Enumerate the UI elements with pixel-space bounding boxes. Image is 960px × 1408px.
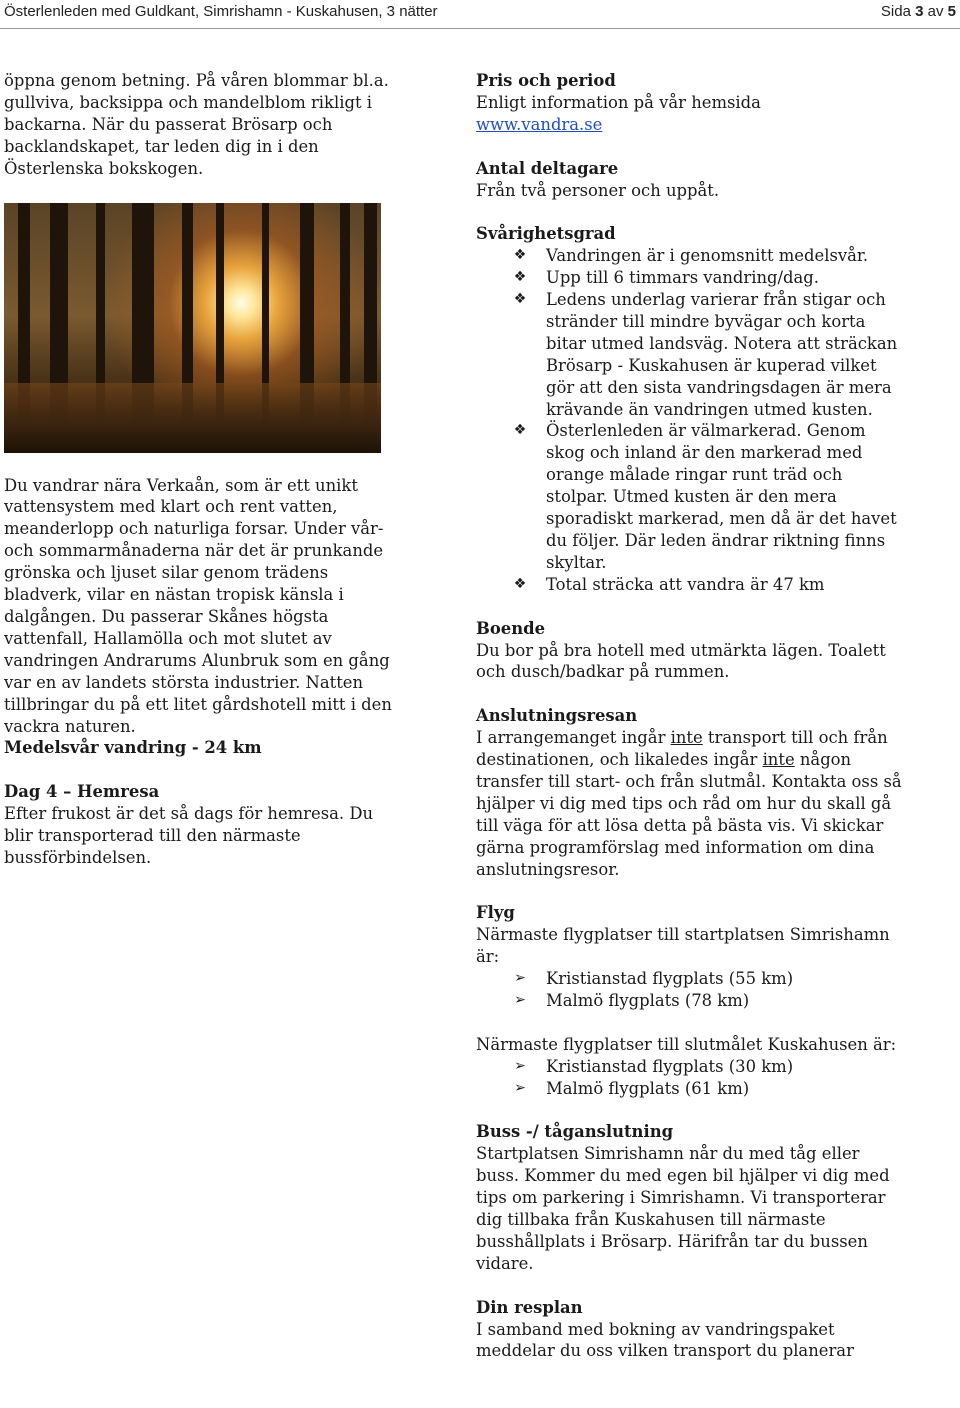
participants-text: Från två personer och uppåt. [476,180,720,200]
list-item: ❖ Upp till 6 timmars vandring/dag. [513,268,820,288]
flight-end-intro: Närmaste flygplatser till slutmålet Kuskahusen är: [476,1034,897,1054]
diamond-bullet-icon: ❖ [513,291,527,308]
list-item: ❖ Total sträcka att vandra är 47 km [513,574,825,594]
page-header [0,0,960,26]
emphasis-not: inte [670,728,703,748]
list-item: ➢ Kristianstad flygplats (30 km) [476,1056,906,1078]
bus-heading: Buss -/ tåganslutning [476,1122,674,1142]
list-item: ➢ Malmö flygplats (78 km) [476,990,906,1012]
day4-heading: Dag 4 – Hemresa [4,782,160,802]
left-column [4,70,399,869]
plan-text: I samband med bokning av vandringspaket meddelar du oss vilken transport du planerar [476,1319,854,1361]
diamond-bullet-icon: ❖ [513,422,527,439]
header-divider [0,28,960,29]
diamond-bullet-icon: ❖ [513,575,527,592]
list-item: ❖ Vandringen är i genomsnitt medelsvår. [513,246,869,266]
website-link[interactable]: www.vandra.se [476,114,603,134]
document-title: Österlenleden med Guldkant, Simrishamn - Kuskahusen, 3 nätter [4,3,438,20]
difficulty-heading: Svårighetsgrad [476,224,616,244]
lodging-text: Du bor på bra hotell med utmärkta lägen. Toalett och dusch/badkar på rummen. [476,640,886,682]
forest-sunlight-photo [4,203,381,453]
connection-text: I arrangemanget ingår inte transport till och från destinationen, och likaledes ingår inte någon transfer till start- och från slutmål. Kontakta oss så hjälper vi dig med tips och råd om hur du skall gå till väga för att lösa detta på bästa vis. Vi skickar gärna programförslag med information om dina anslutningsresor. [476,728,902,879]
bus-text: Startplatsen Simrishamn når du med tåg eller buss. Kommer du med egen bil hjälper vi dig med tips om parkering i Simrishamn. Vi transporterar dig tillbaka från Kuskahusen till närmaste busshållplats i Brösarp. Härifrån tar du bussen vidare. [476,1144,890,1273]
verkaan-paragraph: Du vandrar nära Verkaån, som är ett unikt vattensystem med klart och rent vatten, meanderlopp och naturliga forsar. Under vår- och sommarmånaderna när det är prunkande grönska och ljuset silar genom trädens bladverk, vilar en nästan tropisk känsla i dalgången. Du passerar Skånes högsta vattenfall, Hallamölla och mot slutet av vandringen Andrarums Alunbruk som en gång var en av landets största industrier. Natten tillbringar du på ett litet gårdshotell mitt i den vackra naturen. [4,475,392,736]
price-text: Enligt information på vår hemsida [476,92,761,112]
difficulty-list [476,245,906,596]
arrow-bullet-icon: ➢ [514,991,526,1008]
lodging-heading: Boende [476,618,546,638]
connection-heading: Anslutningsresan [476,706,638,726]
list-item: ❖ Österlenleden är välmarkerad. Genom skog och inland är den markerad med orange målade ringar runt träd och stolpar. Utmed kusten är den mera sporadiskt markerad, men då är det havet du följer. Där leden ändrar riktning finns skyltar. [513,421,897,572]
emphasis-not: inte [762,750,795,770]
diamond-bullet-icon: ❖ [513,247,527,264]
current-page: 3 [915,3,924,20]
list-item: ➢ Malmö flygplats (61 km) [476,1078,906,1100]
flight-start-intro: Närmaste flygplatser till startplatsen Simrishamn är: [476,925,890,967]
arrow-bullet-icon: ➢ [514,1079,526,1096]
day4-text: Efter frukost är det så dags för hemresa. Du blir transporterad till den närmaste bussförbindelsen. [4,804,374,867]
page-number: Sida 3 av 5 [880,3,956,20]
intro-paragraph: öppna genom betning. På våren blommar bl.a. gullviva, backsippa och mandelblom rikligt i backarna. När du passerat Brösarp och backlandskapet, tar leden dig in i den Österlenska bokskogen. [4,71,389,178]
day3-difficulty: Medelsvår vandring - 24 km [4,738,262,758]
arrow-bullet-icon: ➢ [514,1057,526,1074]
price-heading: Pris och period [476,71,616,90]
list-item: ➢ Kristianstad flygplats (55 km) [476,968,906,990]
right-column [476,70,906,1362]
plan-heading: Din resplan [476,1297,583,1317]
end-airports-list [476,1056,906,1100]
arrow-bullet-icon: ➢ [514,970,526,987]
start-airports-list [476,968,906,1012]
list-item: ❖ Ledens underlag varierar från stigar och stränder till mindre byvägar och korta bitar utmed landsväg. Notera att sträckan Brösarp - Kuskahusen är kuperad vilket gör att den sista vandringsdagen är mera krävande än vandringen utmed kusten. [513,290,898,419]
total-pages: 5 [947,3,956,20]
participants-heading: Antal deltagare [476,158,619,178]
flight-heading: Flyg [476,903,515,923]
diamond-bullet-icon: ❖ [513,269,527,286]
